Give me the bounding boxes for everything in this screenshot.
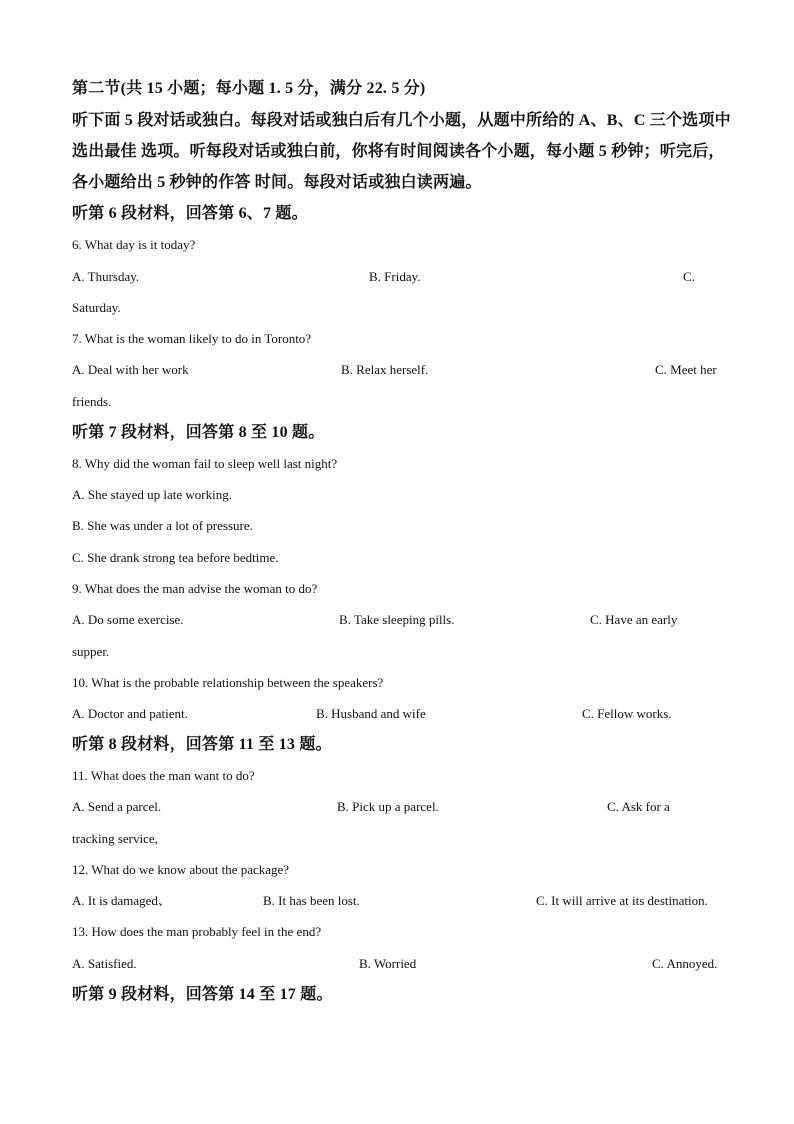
section-title: 第二节(共 15 小题；每小题 1. 5 分，满分 22. 5 分) — [72, 80, 426, 97]
option-b: B. It has been lost. — [263, 893, 360, 908]
group-heading: 听第 7 段材料，回答第 8 至 10 题。 — [72, 424, 325, 441]
option-c-continued: friends. — [72, 394, 112, 409]
option-c-continued: tracking service, — [72, 831, 158, 846]
option-a: A. It is damaged、 — [72, 893, 171, 908]
instruction-line-2: 选出最佳 选项。听每段对话或独白前，你将有时间阅读各个小题，每小题 5 秒钟；听完后， — [72, 143, 725, 160]
option-c: C. It will arrive at its destination. — [536, 893, 708, 908]
option-b: B. Worried — [359, 956, 417, 971]
option-a: A. Doctor and patient. — [72, 706, 188, 721]
group-heading: 听第 9 段材料，回答第 14 至 17 题。 — [72, 986, 333, 1003]
option-c: C. She drank strong tea before bedtime. — [72, 550, 279, 565]
question-stem: 12. What do we know about the package? — [72, 862, 290, 877]
option-c: C. Meet her — [655, 362, 717, 377]
option-b: B. Friday. — [369, 269, 421, 284]
option-c: C. Have an early — [590, 612, 678, 627]
option-a: A. She stayed up late working. — [72, 487, 232, 502]
question-stem: 8. Why did the woman fail to sleep well last night? — [72, 456, 338, 471]
option-a: A. Deal with her work — [72, 362, 189, 377]
option-b: B. Relax herself. — [341, 362, 429, 377]
question-stem: 13. How does the man probably feel in the end? — [72, 924, 322, 939]
group-heading: 听第 6 段材料，回答第 6、7 题。 — [72, 205, 308, 222]
option-c: C. — [683, 269, 695, 284]
option-a: A. Send a parcel. — [72, 799, 162, 814]
option-c-continued: supper. — [72, 644, 110, 659]
option-b: B. Take sleeping pills. — [339, 612, 455, 627]
question-stem: 10. What is the probable relationship between the speakers? — [72, 675, 384, 690]
option-a: A. Thursday. — [72, 269, 140, 284]
question-stem: 11. What does the man want to do? — [72, 768, 255, 783]
option-a: A. Satisfied. — [72, 956, 137, 971]
question-stem: 6. What day is it today? — [72, 237, 196, 252]
option-c: C. Ask for a — [607, 799, 670, 814]
instruction-line-1: 听下面 5 段对话或独白。每段对话或独白后有几个小题，从题中所给的 A、B、C 三个选项中 — [72, 112, 731, 129]
question-stem: 7. What is the woman likely to do in Toronto? — [72, 331, 312, 346]
option-c: C. Annoyed. — [652, 956, 718, 971]
option-b: B. Pick up a parcel. — [337, 799, 439, 814]
option-a: A. Do some exercise. — [72, 612, 184, 627]
group-heading: 听第 8 段材料，回答第 11 至 13 题。 — [72, 736, 332, 753]
instruction-line-3: 各小题给出 5 秒钟的作答 时间。每段对话或独白读两遍。 — [72, 174, 482, 191]
option-b: B. She was under a lot of pressure. — [72, 518, 253, 533]
option-c: C. Fellow works. — [582, 706, 672, 721]
option-b: B. Husband and wife — [316, 706, 426, 721]
option-c-continued: Saturday. — [72, 300, 121, 315]
question-stem: 9. What does the man advise the woman to do? — [72, 581, 318, 596]
